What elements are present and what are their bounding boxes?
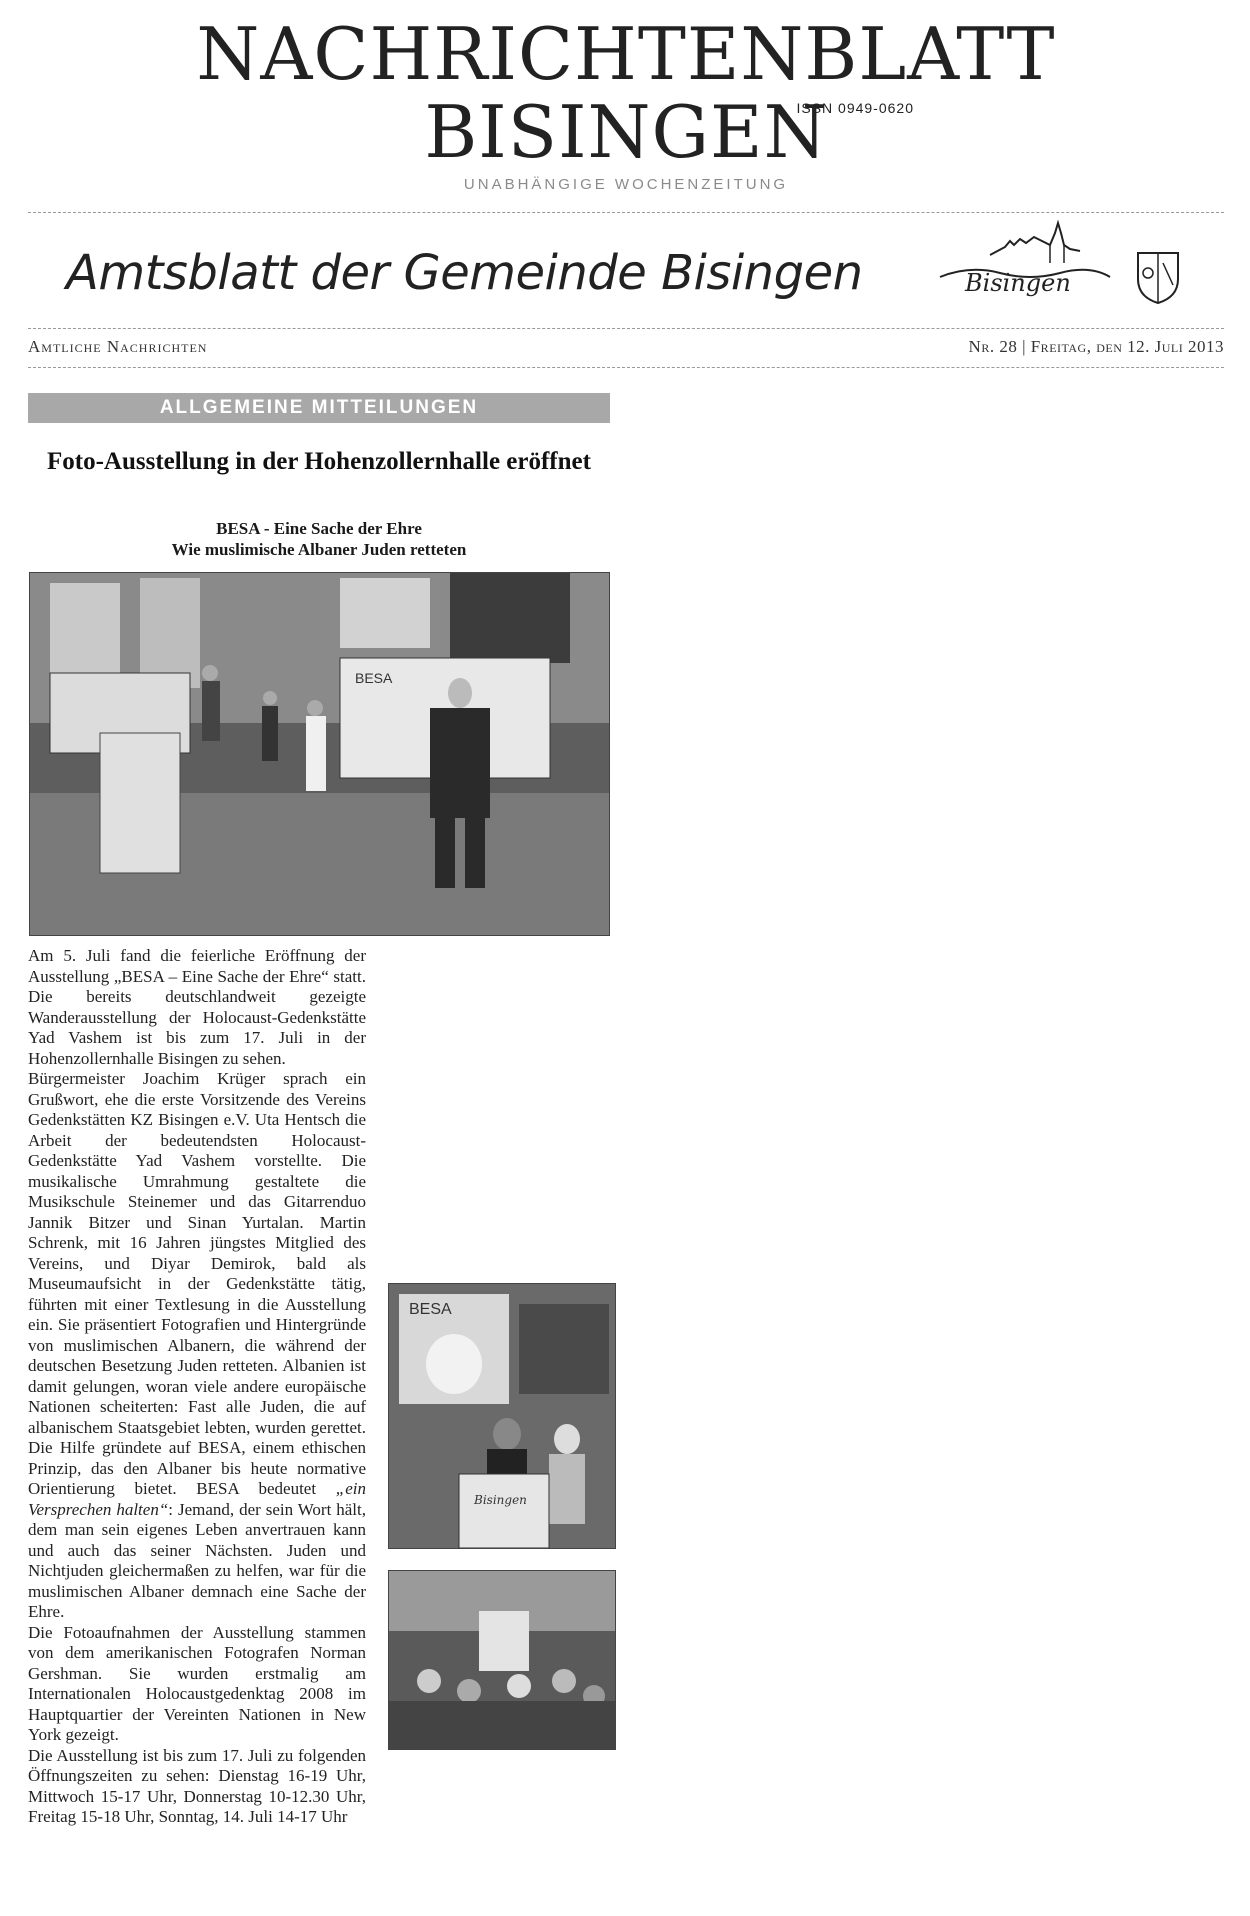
divider-top (28, 212, 1224, 213)
amtsblatt-title: Amtsblatt der Gemeinde Bisingen (66, 245, 863, 301)
photo-float-spacer (376, 1284, 610, 1916)
divider-mid (28, 328, 1224, 329)
article-headline: Foto-Ausstellung in der Hohenzollernhalle eröffnet (47, 448, 591, 475)
article-body (28, 946, 610, 1916)
masthead (28, 8, 1224, 208)
article-paragraph-2-emphasis: „ein Versprechen halten“ (28, 1479, 367, 1519)
castle-crest-icon (930, 215, 1190, 310)
article-paragraph-2-text: Bürgermeister Joachim Krüger sprach ein Grußwort, ehe die erste Vorsitzende des Vereins Gedenkstätten KZ Bisingen e.V. Uta Hentsch die Arbeit der bedeutendsten Holocaust-Gedenkstätte Yad Vashem vorstellte. Die musikalische Umrahmung gestaltete die Musikschule Steinemer und das Gitarrenduo Jannik Bitzer und Sinan Yurtalan. Martin Schrenk, mit 16 Jahren jüngstes Mitglied des Vereins, und Diyar Demirok, bald als Museumaufsicht in der Gedenkstätte tätig, führten mit einer Textlesung in die Ausstellung ein. Sie präsentiert Fotografien und Hintergründe von muslimischen Albanern, die während der deutschen Besetzung Juden retteten. Albanien ist damit gelungen, woran viele andere europäische Nationen scheiterten: Fast alle Juden, die auf albanischem Staatsgebiet lebten, wurden gerettet. Die Hilfe gründete auf BESA, einem ethischen Prinzip, das den Albaner bis heute normative Orientierung bietet. BESA bedeutet (28, 1069, 366, 1498)
photo-exhibition-opening (29, 572, 610, 936)
article-paragraph-1: Am 5. Juli fand die feierliche Eröffnung der Ausstellung „BESA – Eine Sache der Ehre“ statt. Die bereits deutschlandweit gezeigte Wanderausstellung der Holocaust-Gedenkstätte Yad Vashem ist bis zum 17. Juli in der Hohenzollernhalle Bisingen zu sehen. (28, 946, 366, 1068)
article-paragraph-3: Die Fotoaufnahmen der Ausstellung stammen von dem amerikanischen Fotografen Norman Gershman. Sie wurden erstmalig am Internationalen Holocaustgedenktag 2008 im Hauptquartier der Vereinten Nationen in New York gezeigt. (28, 1622, 366, 1744)
bisingen-logo (930, 215, 1190, 310)
article-paragraph-2-tail: : Jemand, der sein Wort hält, dem man sein eigenes Leben anvertrauen kann und auch das seiner Nächsten. Juden und Nichtjuden gleichermaßen zu helfen, war für die muslimischen Albaner demnach eine Sache der Ehre. (28, 1499, 366, 1621)
photo-podium-logo: Bisingen (474, 1493, 527, 1507)
photo-small-sign: BESA (409, 1301, 452, 1318)
article-paragraph-4: Die Ausstellung ist bis zum 17. Juli zu folgenden Öffnungszeiten zu sehen: Dienstag 16-19 Uhr, Mittwoch 15-17 Uhr, Donnerstag 10-12.30 Uhr, Freitag 15-18 Uhr, Sonntag, 14. Juli 14-17 Uhr (28, 1745, 366, 1826)
masthead-title-line1: NACHRICHTENBLATT (196, 12, 1056, 96)
article-subheadline-2: Wie muslimische Albaner Juden retteten (171, 540, 467, 559)
info-bar (28, 337, 1224, 361)
photo-main-sign: BESA (355, 670, 393, 686)
info-bar-section: Amtliche Nachrichten (28, 337, 208, 356)
logo-script-text: Bisingen (965, 269, 1071, 297)
divider-bottom (28, 367, 1224, 368)
article-subheadline-1: BESA - Eine Sache der Ehre (216, 519, 422, 538)
info-bar-issue: Nr. 28 | Freitag, den 12. Juli 2013 (968, 337, 1224, 356)
masthead-tagline: UNABHÄNGIGE WOCHENZEITUNG (463, 176, 789, 193)
section-heading: ALLGEMEINE MITTEILUNGEN (28, 393, 610, 423)
issn-number: ISSN 0949-0620 (796, 100, 914, 116)
masthead-title-line2: BISINGEN (424, 90, 828, 174)
